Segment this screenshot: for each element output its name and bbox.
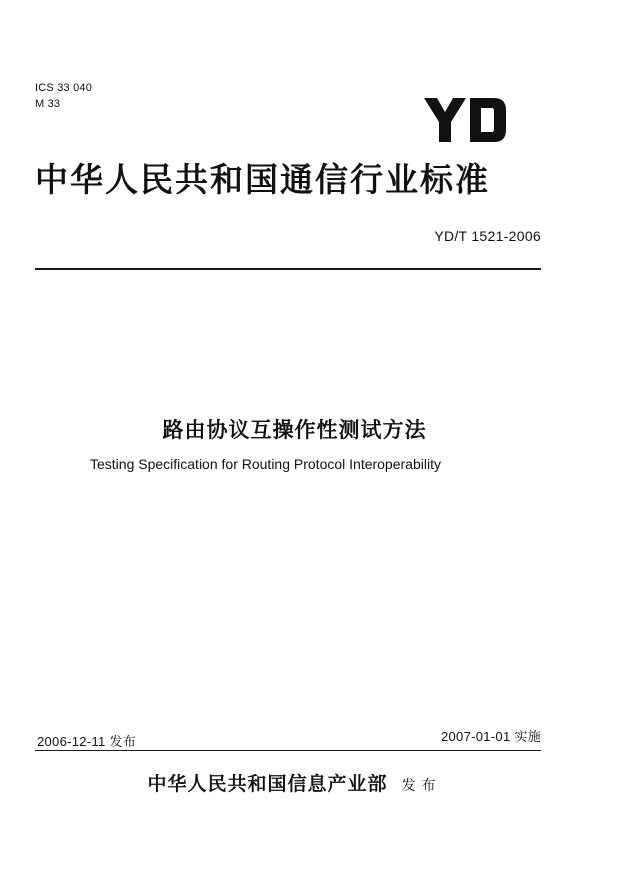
- publisher-line: [0, 769, 625, 796]
- standard-title: 中华人民共和国通信行业标准: [35, 160, 490, 199]
- ics-code: ICS 33 040: [35, 82, 93, 94]
- publisher-action: 发布: [401, 778, 442, 794]
- ccs-code: M 33: [35, 98, 61, 110]
- header-divider: [35, 268, 541, 270]
- document-title-english: Testing Specification for Routing Protocol Interoperability: [90, 456, 441, 472]
- implementation-date: 2007-01-01 实施: [440, 729, 541, 744]
- footer-divider: [35, 750, 541, 751]
- publisher-name: 中华人民共和国信息产业部: [147, 773, 388, 795]
- issue-date: 2006-12-11 发布: [37, 734, 137, 749]
- standard-number: YD/T 1521-2006: [434, 228, 541, 244]
- document-title-chinese: 路由协议互操作性测试方法: [162, 418, 427, 442]
- yd-logo: [424, 98, 506, 142]
